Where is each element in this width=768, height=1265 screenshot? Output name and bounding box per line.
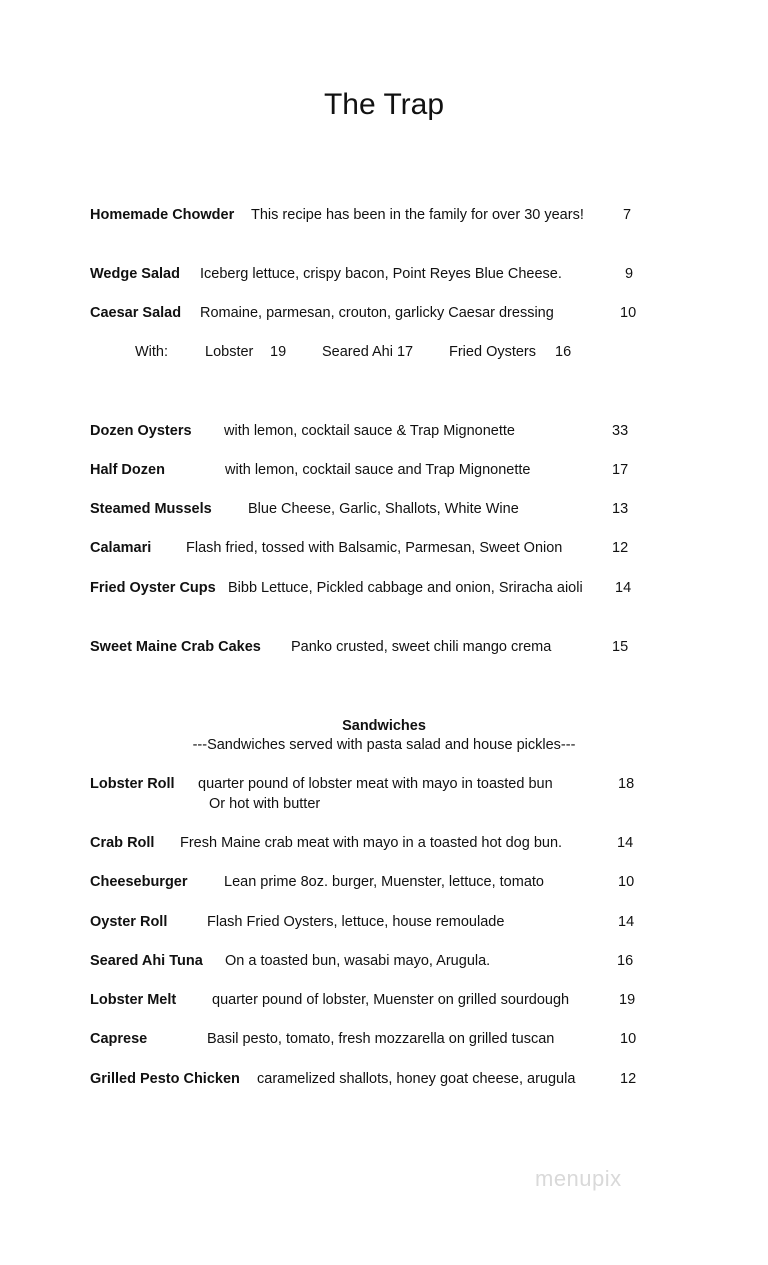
item-description: quarter pound of lobster meat with mayo in toasted bun	[198, 776, 553, 792]
item-name: Oyster Roll	[90, 914, 168, 930]
item-price: 14	[618, 914, 635, 930]
addon-seared-ahi: Seared Ahi 17	[322, 344, 414, 360]
menu-item-caprese	[0, 1029, 768, 1049]
item-price: 15	[612, 639, 629, 655]
item-price: 33	[612, 423, 629, 439]
item-name: Wedge Salad	[90, 266, 180, 282]
item-name: Dozen Oysters	[90, 423, 192, 439]
menu-item-lobster-melt	[0, 990, 768, 1010]
item-description: Panko crusted, sweet chili mango crema	[291, 639, 552, 655]
item-description: Blue Cheese, Garlic, Shallots, White Wine	[248, 501, 519, 517]
item-price: 10	[620, 1031, 637, 1047]
item-description: Bibb Lettuce, Pickled cabbage and onion, Sriracha aioli	[228, 580, 583, 596]
item-price: 14	[617, 835, 634, 851]
item-price: 10	[618, 874, 635, 890]
item-price: 19	[619, 992, 636, 1008]
item-name: Caesar Salad	[90, 305, 182, 321]
item-name: Seared Ahi Tuna	[90, 953, 203, 969]
item-price: 14	[615, 580, 632, 596]
menu-item-cheeseburger	[0, 872, 768, 892]
item-name: Grilled Pesto Chicken	[90, 1071, 240, 1087]
menu-item-steamed-mussels	[0, 499, 768, 519]
item-description: Lean prime 8oz. burger, Muenster, lettuce, tomato	[224, 874, 544, 890]
addon-fried-oysters-price: 16	[555, 344, 572, 360]
menu-item-lobster-roll-option	[0, 794, 768, 814]
item-price: 12	[620, 1071, 637, 1087]
menu-item-fried-oyster-cups	[0, 578, 768, 598]
menu-item-calamari	[0, 538, 768, 558]
menu-item-wedge-salad	[0, 264, 768, 284]
menu-item-seared-ahi-tuna	[0, 951, 768, 971]
item-price: 13	[612, 501, 629, 517]
item-price: 17	[612, 462, 629, 478]
item-name: Sweet Maine Crab Cakes	[90, 639, 261, 655]
item-name: Half Dozen	[90, 462, 165, 478]
item-description: This recipe has been in the family for over 30 years!	[251, 207, 584, 223]
item-price: 12	[612, 540, 629, 556]
sandwiches-note: ---Sandwiches served with pasta salad and house pickles---	[192, 737, 576, 753]
item-description: quarter pound of lobster, Muenster on grilled sourdough	[212, 992, 570, 1008]
item-price: 18	[618, 776, 635, 792]
item-description-option: Or hot with butter	[209, 796, 321, 812]
addons-label: With:	[135, 344, 169, 360]
item-price: 7	[623, 207, 632, 223]
item-name: Lobster Roll	[90, 776, 175, 792]
menupix-watermark: menupix	[535, 1166, 622, 1191]
addon-fried-oysters-name: Fried Oysters	[449, 344, 537, 360]
page-title: The Trap	[323, 88, 445, 121]
item-name: Cheeseburger	[90, 874, 188, 890]
menu-item-lobster-roll	[0, 774, 768, 794]
menu-item-oyster-roll	[0, 912, 768, 932]
menu-item-crab-roll	[0, 833, 768, 853]
item-name: Caprese	[90, 1031, 148, 1047]
item-price: 16	[617, 953, 634, 969]
item-description: On a toasted bun, wasabi mayo, Arugula.	[225, 953, 491, 969]
item-name: Calamari	[90, 540, 152, 556]
item-description: Romaine, parmesan, crouton, garlicky Caesar dressing	[200, 305, 554, 321]
item-price: 10	[620, 305, 637, 321]
menu-item-chowder	[0, 205, 768, 225]
item-name: Crab Roll	[90, 835, 155, 851]
item-price: 9	[625, 266, 634, 282]
item-name: Lobster Melt	[90, 992, 177, 1008]
item-name: Fried Oyster Cups	[90, 580, 216, 596]
menu-item-caesar-salad	[0, 303, 768, 323]
item-description: Flash Fried Oysters, lettuce, house remoulade	[207, 914, 505, 930]
item-description: Fresh Maine crab meat with mayo in a toasted hot dog bun.	[180, 835, 563, 851]
addon-lobster-name: Lobster	[205, 344, 254, 360]
menu-item-half-dozen	[0, 460, 768, 480]
menu-item-dozen-oysters	[0, 421, 768, 441]
salad-addons	[0, 342, 768, 362]
item-description: caramelized shallots, honey goat cheese, arugula	[257, 1071, 576, 1087]
sandwiches-heading: Sandwiches	[342, 718, 426, 734]
menu-item-crab-cakes	[0, 637, 768, 657]
item-name: Homemade Chowder	[90, 207, 235, 223]
item-description: with lemon, cocktail sauce & Trap Mignonette	[224, 423, 515, 439]
item-name: Steamed Mussels	[90, 501, 212, 517]
item-description: Basil pesto, tomato, fresh mozzarella on grilled tuscan	[207, 1031, 555, 1047]
item-description: Iceberg lettuce, crispy bacon, Point Reyes Blue Cheese.	[200, 266, 562, 282]
item-description: Flash fried, tossed with Balsamic, Parmesan, Sweet Onion	[186, 540, 563, 556]
menu-item-grilled-pesto-chicken	[0, 1069, 768, 1089]
addon-lobster-price: 19	[270, 344, 287, 360]
item-description: with lemon, cocktail sauce and Trap Mignonette	[225, 462, 531, 478]
